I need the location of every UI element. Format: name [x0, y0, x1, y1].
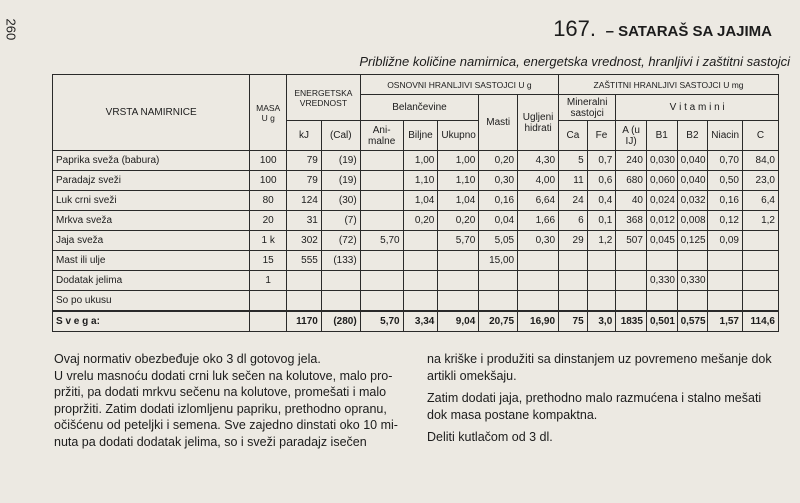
cell-ca: 29 — [559, 231, 588, 251]
header-vit-a: A (u IJ) — [616, 121, 647, 151]
header-mass: MASA U g — [250, 75, 287, 151]
cell-name: Mrkva sveža — [53, 211, 250, 231]
cell-total: 9,04 — [438, 311, 479, 332]
cell-a: 507 — [616, 231, 647, 251]
cell-a: 40 — [616, 191, 647, 211]
header-vit-c: C — [743, 121, 779, 151]
cell-c — [743, 231, 779, 251]
cell-fat: 20,75 — [479, 311, 518, 332]
instruction-line: na kriške i produžiti sa dinstanjem uz povremeno mešanje dok — [427, 352, 772, 366]
cell-fat: 0,16 — [479, 191, 518, 211]
header-protective-group: ZAŠTITNI HRANLJIVI SASTOJCI U mg — [559, 75, 779, 95]
cell-mass: 15 — [250, 251, 287, 271]
cell-b2: 0,040 — [677, 151, 708, 171]
cell-kj: 555 — [287, 251, 322, 271]
cell-mass: 100 — [250, 171, 287, 191]
cell-fe — [587, 251, 616, 271]
cell-mass: 20 — [250, 211, 287, 231]
cell-fe: 0,6 — [587, 171, 616, 191]
header-vit-b1: B1 — [646, 121, 677, 151]
cell-b2: 0,032 — [677, 191, 708, 211]
cell-carbs — [518, 251, 559, 271]
cell-kj: 31 — [287, 211, 322, 231]
cell-fe: 3,0 — [587, 311, 616, 332]
cell-cal: (133) — [321, 251, 360, 271]
cell-ca: 11 — [559, 171, 588, 191]
cell-animal: 5,70 — [360, 311, 403, 332]
cell-name: Paprika sveža (babura) — [53, 151, 250, 171]
cell-b2: 0,008 — [677, 211, 708, 231]
cell-plant: 1,00 — [403, 151, 438, 171]
cell-name: Paradajz sveži — [53, 171, 250, 191]
cell-niacin: 0,16 — [708, 191, 743, 211]
cell-plant: 0,20 — [403, 211, 438, 231]
instruction-line: Ovaj normativ obezbeđuje oko 3 dl gotovog jela. — [54, 352, 321, 366]
header-fe: Fe — [587, 121, 616, 151]
cell-name: Dodatak jelima — [53, 271, 250, 291]
cell-cal: (280) — [321, 311, 360, 332]
cell-kj: 79 — [287, 151, 322, 171]
cell-carbs: 6,64 — [518, 191, 559, 211]
cell-plant — [403, 271, 438, 291]
cell-c: 84,0 — [743, 151, 779, 171]
cell-name: S v e g a: — [53, 311, 250, 332]
cell-a: 240 — [616, 151, 647, 171]
cell-fat: 0,30 — [479, 171, 518, 191]
cell-b1: 0,030 — [646, 151, 677, 171]
table-body — [53, 151, 779, 332]
table-row — [53, 171, 779, 191]
cell-b2 — [677, 291, 708, 312]
cell-mass — [250, 291, 287, 312]
cell-kj: 79 — [287, 171, 322, 191]
cell-niacin: 0,50 — [708, 171, 743, 191]
cell-kj — [287, 271, 322, 291]
instruction-line: dok masa postane kompaktna. — [427, 407, 598, 422]
cell-c: 1,2 — [743, 211, 779, 231]
header-cal: (Cal) — [321, 121, 360, 151]
cell-fat: 0,20 — [479, 151, 518, 171]
cell-total — [438, 251, 479, 271]
cell-mass: 100 — [250, 151, 287, 171]
cell-a — [616, 271, 647, 291]
cell-carbs — [518, 271, 559, 291]
instruction-line: pržiti, pa dodati mrkvu sečenu na kolutove, promešati i malo — [54, 385, 387, 399]
cell-cal: (7) — [321, 211, 360, 231]
cell-animal — [360, 151, 403, 171]
header-vit-b2: B2 — [677, 121, 708, 151]
header-animal: Ani- malne — [360, 121, 403, 151]
page-number: 260 — [3, 18, 19, 41]
cell-a: 1835 — [616, 311, 647, 332]
cell-total: 0,20 — [438, 211, 479, 231]
cell-b2: 0,330 — [677, 271, 708, 291]
cell-carbs: 4,30 — [518, 151, 559, 171]
instructions-left — [54, 351, 414, 450]
cell-ca — [559, 291, 588, 312]
cell-c: 23,0 — [743, 171, 779, 191]
cell-mass — [250, 311, 287, 332]
cell-b1: 0,045 — [646, 231, 677, 251]
header-fats: Masti — [479, 95, 518, 151]
cell-niacin — [708, 271, 743, 291]
header-vitamins: V i t a m i n i — [616, 95, 779, 121]
header-proteins: Belančevine — [360, 95, 479, 121]
cell-plant — [403, 231, 438, 251]
cell-b1 — [646, 251, 677, 271]
cell-b1: 0,501 — [646, 311, 677, 332]
cell-niacin: 0,70 — [708, 151, 743, 171]
cell-ca: 6 — [559, 211, 588, 231]
cell-name: Jaja sveža — [53, 231, 250, 251]
instructions-right — [427, 351, 779, 446]
cell-kj — [287, 291, 322, 312]
cell-a — [616, 291, 647, 312]
table-total-row — [53, 311, 779, 332]
cell-fat: 0,04 — [479, 211, 518, 231]
cell-kj: 1170 — [287, 311, 322, 332]
cell-animal — [360, 291, 403, 312]
recipe-title: – SATARAŠ SA JAJIMA — [605, 23, 772, 40]
cell-total: 1,00 — [438, 151, 479, 171]
table-subtitle: Približne količine namirnica, energetska vrednost, hranljivi i zaštitni sastojci — [359, 54, 790, 69]
cell-cal — [321, 271, 360, 291]
cell-cal — [321, 291, 360, 312]
cell-c — [743, 271, 779, 291]
cell-cal: (30) — [321, 191, 360, 211]
header-energy: ENERGETSKA VREDNOST — [287, 75, 361, 121]
cell-name: So po ukusu — [53, 291, 250, 312]
cell-ca — [559, 251, 588, 271]
header-kj: kJ — [287, 121, 322, 151]
table-row — [53, 151, 779, 171]
table-row — [53, 191, 779, 211]
cell-fe: 0,4 — [587, 191, 616, 211]
header-carbs: Ugljeni hidrati — [518, 95, 559, 151]
cell-name: Luk crni sveži — [53, 191, 250, 211]
cell-total: 5,70 — [438, 231, 479, 251]
cell-kj: 302 — [287, 231, 322, 251]
cell-ca: 5 — [559, 151, 588, 171]
cell-a: 368 — [616, 211, 647, 231]
table-row — [53, 291, 779, 312]
cell-cal: (72) — [321, 231, 360, 251]
cell-b2: 0,125 — [677, 231, 708, 251]
instruction-line: propržiti. Zatim dodati izlomljenu papriku, prethodno opranu, — [54, 401, 387, 416]
cell-ca: 24 — [559, 191, 588, 211]
cell-kj: 124 — [287, 191, 322, 211]
cell-niacin — [708, 291, 743, 312]
header-total: Ukupno — [438, 121, 479, 151]
cell-cal: (19) — [321, 171, 360, 191]
cell-a — [616, 251, 647, 271]
cell-plant: 3,34 — [403, 311, 438, 332]
instruction-line: očišćenu od peteljki i semena. Sve zajedno dinstati oko 10 mi- — [54, 418, 398, 432]
table-row — [53, 231, 779, 251]
cell-name: Mast ili ulje — [53, 251, 250, 271]
cell-c: 6,4 — [743, 191, 779, 211]
cell-fat: 5,05 — [479, 231, 518, 251]
cell-b1: 0,060 — [646, 171, 677, 191]
cell-carbs: 1,66 — [518, 211, 559, 231]
cell-fe: 0,1 — [587, 211, 616, 231]
cell-mass: 1 — [250, 271, 287, 291]
cell-fat — [479, 271, 518, 291]
cell-plant — [403, 291, 438, 312]
cell-ca — [559, 271, 588, 291]
cell-fe — [587, 291, 616, 312]
cell-carbs — [518, 291, 559, 312]
cell-plant — [403, 251, 438, 271]
cell-animal — [360, 271, 403, 291]
cell-niacin: 0,12 — [708, 211, 743, 231]
recipe-number: 167. — [553, 16, 597, 41]
cell-ca: 75 — [559, 311, 588, 332]
cell-total — [438, 291, 479, 312]
cell-plant: 1,04 — [403, 191, 438, 211]
cell-total: 1,04 — [438, 191, 479, 211]
cell-b2: 0,040 — [677, 171, 708, 191]
cell-c — [743, 291, 779, 312]
cell-animal — [360, 211, 403, 231]
cell-b1: 0,012 — [646, 211, 677, 231]
cell-b2 — [677, 251, 708, 271]
cell-total — [438, 271, 479, 291]
cell-mass: 80 — [250, 191, 287, 211]
cell-b2: 0,575 — [677, 311, 708, 332]
cell-a: 680 — [616, 171, 647, 191]
cell-total: 1,10 — [438, 171, 479, 191]
cell-carbs: 0,30 — [518, 231, 559, 251]
cell-fe — [587, 271, 616, 291]
cell-carbs: 4,00 — [518, 171, 559, 191]
cell-animal — [360, 171, 403, 191]
cell-fat — [479, 291, 518, 312]
cell-c — [743, 251, 779, 271]
instruction-line: artikli omekšaju. — [427, 368, 517, 383]
instruction-line: nuta pa dodati dodatak jelima, so i sveži paradajz isečen — [54, 434, 367, 449]
table-row — [53, 211, 779, 231]
recipe-heading — [553, 16, 772, 42]
header-item: VRSTA NAMIRNICE — [53, 75, 250, 151]
cell-b1 — [646, 291, 677, 312]
header-plant: Biljne — [403, 121, 438, 151]
cell-animal — [360, 251, 403, 271]
cell-cal: (19) — [321, 151, 360, 171]
cell-niacin: 1,57 — [708, 311, 743, 332]
cell-plant: 1,10 — [403, 171, 438, 191]
cell-mass: 1 k — [250, 231, 287, 251]
nutrition-table — [52, 74, 779, 332]
table-row — [53, 251, 779, 271]
cell-niacin: 0,09 — [708, 231, 743, 251]
cell-fe: 0,7 — [587, 151, 616, 171]
cell-niacin — [708, 251, 743, 271]
instruction-line: Zatim dodati jaja, prethodno malo razmućena i stalno mešati — [427, 391, 762, 405]
cell-c: 114,6 — [743, 311, 779, 332]
cell-b1: 0,330 — [646, 271, 677, 291]
cell-fat: 15,00 — [479, 251, 518, 271]
header-ca: Ca — [559, 121, 588, 151]
cell-carbs: 16,90 — [518, 311, 559, 332]
instruction-line: Deliti kutlačom od 3 dl. — [427, 430, 553, 444]
instruction-line: U vrelu masnoću dodati crni luk sečen na kolutove, malo pro- — [54, 368, 393, 383]
header-minerals: Mineralni sastojci — [559, 95, 616, 121]
header-niacin: Niacin — [708, 121, 743, 151]
cell-fe: 1,2 — [587, 231, 616, 251]
cell-animal — [360, 191, 403, 211]
cell-animal: 5,70 — [360, 231, 403, 251]
cell-b1: 0,024 — [646, 191, 677, 211]
table-row — [53, 271, 779, 291]
header-basic-group: OSNOVNI HRANLJIVI SASTOJCI U g — [360, 75, 558, 95]
